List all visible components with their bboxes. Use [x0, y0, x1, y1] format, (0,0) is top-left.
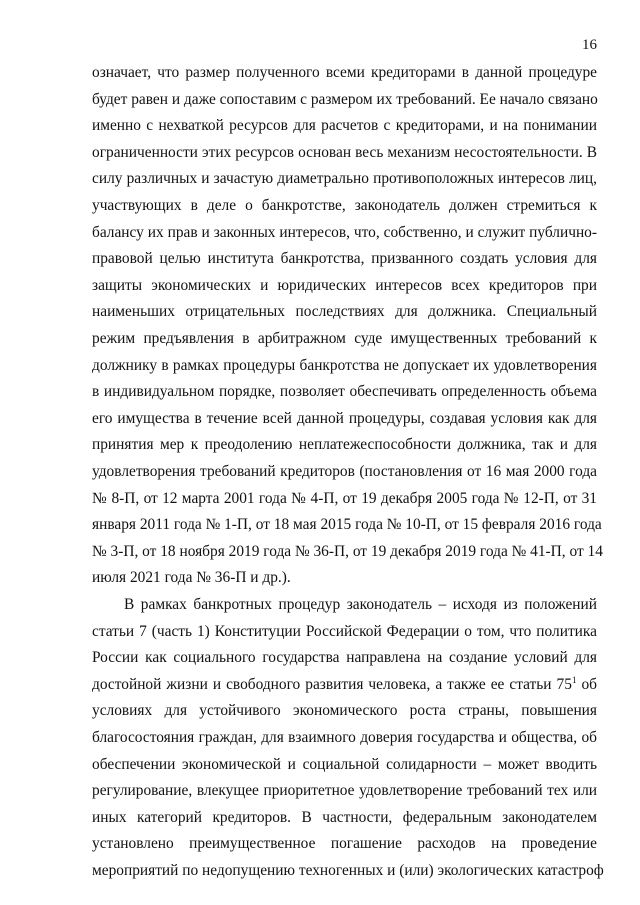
paragraph-1-line: силу различных и зачастую диаметрально противоположных интересов лиц, — [92, 170, 597, 188]
paragraph-1-line: наименьших отрицательных последствиях для должника. Специальный — [92, 303, 597, 321]
paragraph-2-line: В рамках банкротных процедур законодатель – исходя из положений — [124, 596, 597, 613]
paragraph-1-line: правовой целью института банкротства, призванного создать условия для — [92, 250, 597, 268]
footnote-marker: 1 — [571, 674, 577, 685]
paragraph-1-line: принятия мер к преодолению неплатежеспособности должника, так и для — [92, 436, 597, 454]
paragraph-1-line: означает, что размер полученного всеми кредиторами в данной процедуре — [92, 64, 597, 81]
paragraph-2-line: статьи 7 (часть 1) Конституции Российской Федерации о том, что политика — [92, 622, 597, 640]
paragraph-2-line-with-footnote — [92, 672, 597, 699]
paragraph-2-line: мероприятий по недопущению техногенных и (или) экологических катастроф — [92, 862, 604, 879]
paragraph-2-line: иных категорий кредиторов. В частности, федеральным законодателем — [92, 808, 597, 826]
paragraph-1-line: защиты экономических и юридических интересов всех кредиторов при — [92, 276, 597, 294]
paragraph-2-line: установлено преимущественное погашение расходов на проведение — [92, 835, 597, 853]
paragraph-2-line: благосостояния граждан, для взаимного доверия государства и общества, об — [92, 729, 597, 746]
paragraph-1-line: режим предъявления в арбитражном суде имущественных требований к — [92, 330, 597, 347]
paragraph-1-line: № 3-П, от 18 ноября 2019 года № 36-П, от 19 декабря 2019 года № 41-П, от 14 — [92, 542, 603, 560]
paragraph-2-line-text: достойной жизни и свободного развития человека, а также ее статьи 75 — [92, 675, 572, 693]
paragraph-1-line: именно с нехваткой ресурсов для расчетов с кредиторами, и на понимании — [92, 117, 597, 135]
page-number: 16 — [582, 37, 597, 53]
paragraph-1-line: января 2011 года № 1-П, от 18 мая 2015 года № 10-П, от 15 февраля 2016 года — [92, 516, 602, 534]
paragraph-2-line: России как социального государства направлена на создание условий для — [92, 649, 597, 667]
paragraph-1-line: участвующих в деле о банкротстве, законодатель должен стремиться к — [92, 197, 597, 214]
paragraph-2-line-tail: об — [576, 675, 597, 693]
paragraph-1-line: ограниченности этих ресурсов основан весь механизм несостоятельности. В — [92, 143, 597, 161]
paragraph-1-line: удовлетворения требований кредиторов (постановления от 16 мая 2000 года — [92, 463, 597, 480]
paragraph-1-line: в индивидуальном порядке, позволяет обеспечивать определенность объема — [92, 383, 597, 401]
paragraph-1-line: будет равен и даже сопоставим с размером их требований. Ее начало связано — [92, 90, 598, 108]
paragraph-1-line: июля 2021 года № 36-П и др.). — [92, 569, 291, 587]
paragraph-1-line: должнику в рамках процедуры банкротства не допускает их удовлетворения — [92, 356, 597, 374]
paragraph-1-line: балансу их прав и законных интересов, что, собственно, и служит публично- — [92, 223, 597, 241]
paragraph-1-line: его имущества в течение всей данной процедуры, создавая условия как для — [92, 409, 597, 427]
paragraph-2-line: регулирование, влекущее приоритетное удовлетворение требований тех или — [92, 782, 597, 800]
paragraph-2-line: обеспечении экономической и социальной солидарности – может вводить — [92, 755, 597, 773]
paragraph-2-line: условиях для устойчивого экономического роста страны, повышения — [92, 702, 597, 720]
paragraph-1-line: № 8-П, от 12 марта 2001 года № 4-П, от 19 декабря 2005 года № 12-П, от 31 — [92, 489, 597, 507]
